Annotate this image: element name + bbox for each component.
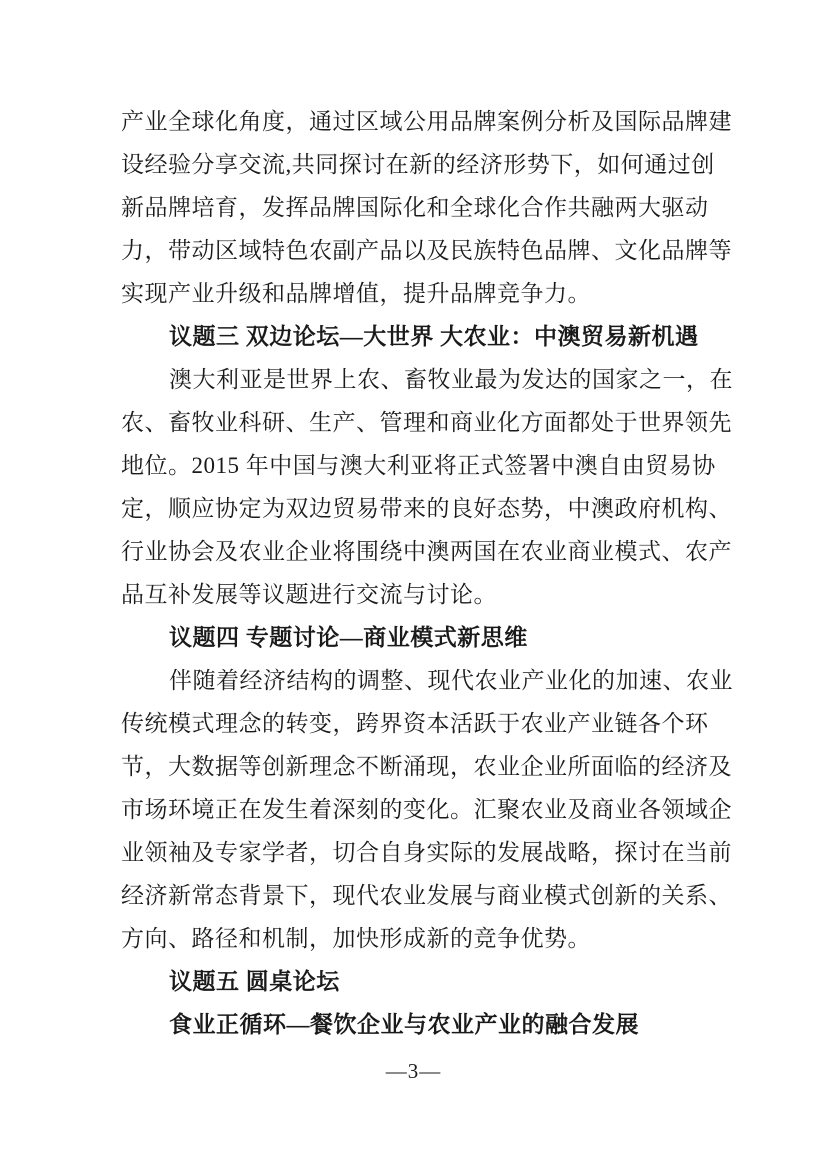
body-line: 品互补发展等议题进行交流与讨论。 — [121, 582, 497, 607]
body-line: 节，大数据等创新理念不断涌现，农业企业所面临的经济及 — [121, 754, 732, 779]
body-line: 新品牌培育，发挥品牌国际化和全球化合作共融两大驱动 — [121, 195, 709, 220]
section-heading-topic4: 议题四 专题讨论—商业模式新思维 — [169, 625, 528, 650]
body-line: 传统模式理念的转变，跨界资本活跃于农业产业链各个环 — [121, 711, 709, 736]
body-line: 产业全球化角度，通过区域公用品牌案例分析及国际品牌建 — [121, 109, 732, 134]
section-heading-topic3: 议题三 双边论坛—大世界 大农业：中澳贸易新机遇 — [169, 324, 699, 349]
body-line: 澳大利亚是世界上农、畜牧业最为发达的国家之一，在 — [169, 367, 733, 392]
paragraph — [121, 659, 733, 960]
body-line: 地位。2015 年中国与澳大利亚将正式签署中澳自由贸易协 — [121, 453, 716, 478]
body-line: 力，带动区域特色农副产品以及民族特色品牌、文化品牌等 — [121, 238, 732, 263]
section-heading-topic5: 议题五 圆桌论坛 — [169, 969, 340, 994]
body-line: 农、畜牧业科研、生产、管理和商业化方面都处于世界领先 — [121, 410, 732, 435]
body-line: 经济新常态背景下，现代农业发展与商业模式创新的关系、 — [121, 883, 732, 908]
paragraph — [121, 100, 732, 315]
body-line: 市场环境正在发生着深刻的变化。汇聚农业及商业各领域企 — [121, 797, 732, 822]
body-line: 伴随着经济结构的调整、现代农业产业化的加速、农业 — [169, 668, 733, 693]
section-heading-food-cycle: 食业正循环—餐饮企业与农业产业的融合发展 — [169, 1012, 639, 1037]
paragraph — [121, 358, 733, 616]
body-line: 方向、路径和机制，加快形成新的竞争优势。 — [121, 926, 591, 951]
body-line: 实现产业升级和品牌增值，提升品牌竞争力。 — [121, 281, 591, 306]
body-line: 设经验分享交流,共同探讨在新的经济形势下，如何通过创 — [121, 152, 715, 177]
document-body — [121, 100, 733, 1046]
body-line: 行业协会及农业企业将围绕中澳两国在农业商业模式、农产 — [121, 539, 732, 564]
body-line: 业领袖及专家学者，切合自身实际的发展战略，探讨在当前 — [121, 840, 732, 865]
page-number: —3— — [385, 1059, 442, 1083]
body-line: 定，顺应协定为双边贸易带来的良好态势，中澳政府机构、 — [121, 496, 732, 521]
